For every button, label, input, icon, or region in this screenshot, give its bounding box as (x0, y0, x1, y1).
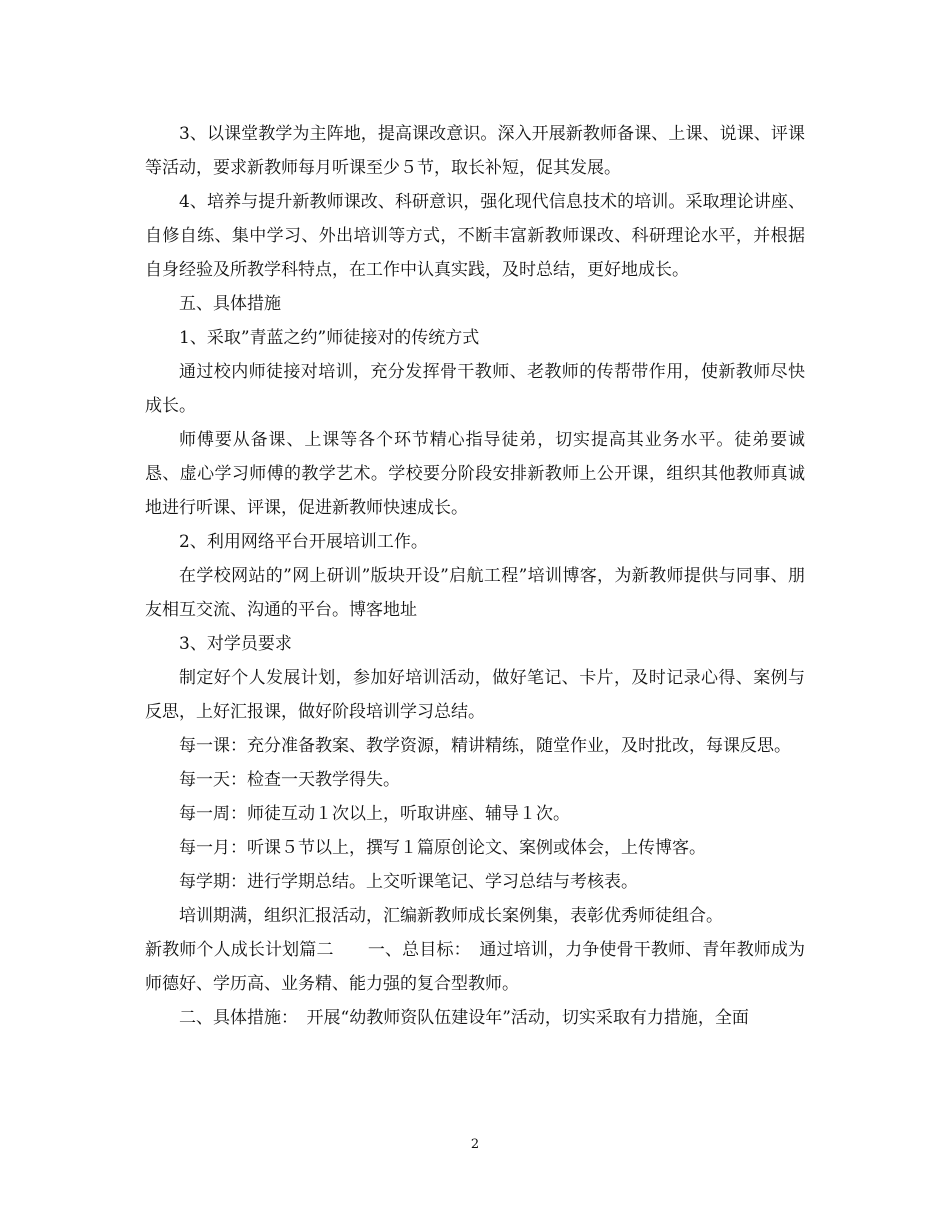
section-heading-measures: 五、具体措施 (179, 294, 281, 314)
paragraph-development-plan: 制定好个人发展计划，参加好培训活动，做好笔记、卡片，及时记录心得、案例与反思，上好汇报课，做好阶段培训学习总结。 (145, 668, 805, 722)
paragraph-every-semester: 每学期：进行学期总结。上交听课笔记、学习总结与考核表。 (179, 872, 638, 892)
subheading-requirements: 3、对学员要求 (179, 634, 292, 654)
paragraph-mentoring-intro: 通过校内师徒接对培训，充分发挥骨干教师、老教师的传帮带作用，使新教师尽快成长。 (145, 362, 805, 416)
page-number: 2 (470, 1137, 480, 1152)
paragraph-every-week: 每一周：师徒互动１次以上，听取讲座、辅导１次。 (179, 804, 570, 824)
paragraph-point-4: 4、培养与提升新教师课改、科研意识，强化现代信息技术的培训。采取理论讲座、自修自练、集中学习、外出培训等方式，不断丰富新教师课改、科研理论水平，并根据自身经验及所教学科特点，在工作中认真实践，及时总结，更好地成长。 (145, 192, 805, 280)
paragraph-mentor-duties: 师傅要从备课、上课等各个环节精心指导徒弟，切实提高其业务水平。徒弟要诚恳、虚心学习师傅的教学艺术。学校要分阶段安排新教师上公开课，组织其他教师真诚地进行听课、评课，促进新教师快速成长。 (145, 430, 805, 518)
document-body (145, 117, 805, 1035)
paragraph-every-month: 每一月：听课５节以上，撰写１篇原创论文、案例或体会，上传博客。 (179, 838, 706, 858)
paragraph-every-lesson: 每一课：充分准备教案、教学资源，精讲精练，随堂作业，及时批改，每课反思。 (179, 736, 791, 756)
paragraph-every-day: 每一天：检查一天教学得失。 (179, 770, 400, 790)
subheading-mentoring: 1、采取”青蓝之约”师徒接对的传统方式 (179, 328, 480, 348)
paragraph-part-two-measures: 二、具体措施： 开展“幼教师资队伍建设年”活动，切实采取有力措施，全面 (179, 1008, 749, 1028)
paragraph-training-end: 培训期满，组织汇报活动，汇编新教师成长案例集，表彰优秀师徒组合。 (179, 906, 723, 926)
paragraph-part-two-goal: 新教师个人成长计划篇二 一、总目标： 通过培训，力争使骨干教师、青年教师成为师德好、学历高、业务精、能力强的复合型教师。 (145, 940, 805, 994)
paragraph-point-3: 3、以课堂教学为主阵地，提高课改意识。深入开展新教师备课、上课、说课、评课等活动，要求新教师每月听课至少５节，取长补短，促其发展。 (145, 124, 805, 178)
paragraph-blog: 在学校网站的”网上研训”版块开设”启航工程”培训博客，为新教师提供与同事、朋友相互交流、沟通的平台。博客地址 (145, 566, 805, 620)
subheading-network-platform: 2、利用网络平台开展培训工作。 (179, 532, 428, 552)
